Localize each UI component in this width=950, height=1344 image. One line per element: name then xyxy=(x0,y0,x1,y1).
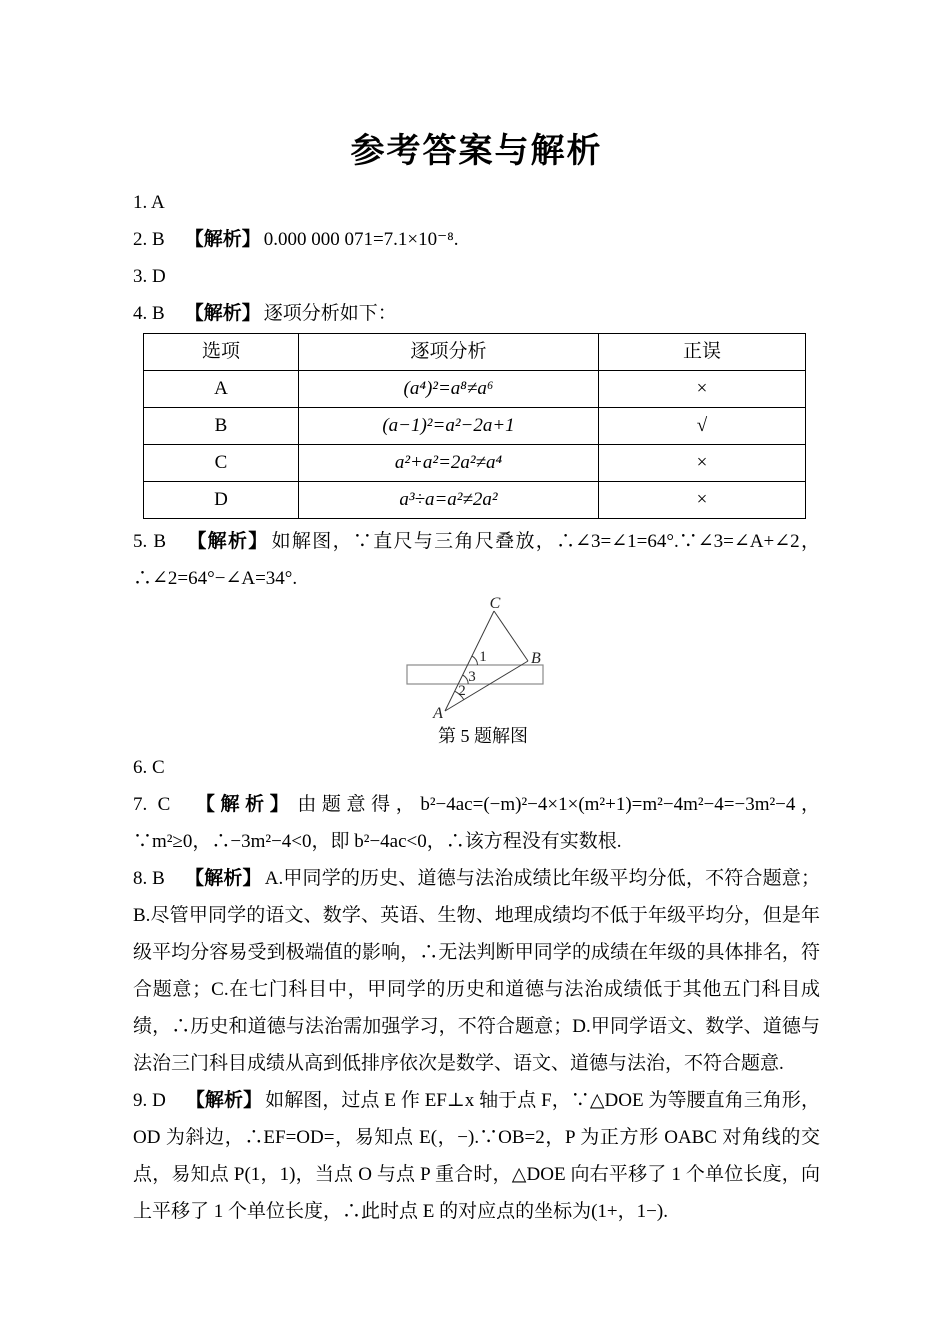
table-row-b xyxy=(144,408,806,445)
table-cell-analysis: a³÷a=a²≠2a² xyxy=(299,482,599,519)
analysis-tag: 【解析】 xyxy=(184,303,261,324)
analysis-tag: 【解析】 xyxy=(186,531,269,552)
problem5-figure xyxy=(400,597,566,723)
table-cell-analysis: (a⁴)²=a⁸≠a⁶ xyxy=(299,371,599,408)
table-cell-verdict: × xyxy=(599,371,806,408)
answer-text: 0.000 000 071=7.1×10⁻⁸. xyxy=(263,229,459,250)
analysis-table xyxy=(143,333,806,519)
answer-number: 7. C xyxy=(133,794,171,815)
answer-item-6 xyxy=(133,749,820,786)
table-row-a xyxy=(144,371,806,408)
answer-item-3 xyxy=(133,258,820,295)
analysis-tag: 【解析】 xyxy=(190,794,295,815)
vertex-label-c: C xyxy=(489,597,501,612)
answer-number: 5. B xyxy=(133,531,166,552)
analysis-tag: 【解析】 xyxy=(184,229,261,250)
table-cell-verdict: √ xyxy=(599,408,806,445)
angle-label-2: 2 xyxy=(458,683,466,699)
table-header-analysis: 逐项分析 xyxy=(299,334,599,371)
angle-label-3: 3 xyxy=(468,669,476,685)
table-header-option: 选项 xyxy=(144,334,299,371)
table-cell-verdict: × xyxy=(599,482,806,519)
answer-number: 2. B xyxy=(133,229,165,250)
table-row-d xyxy=(144,482,806,519)
answer-number: 1. A xyxy=(133,192,165,213)
analysis-tag: 【解析】 xyxy=(184,868,262,889)
table-header-row xyxy=(144,334,806,371)
answer-text: 如解图，∵直尺与三角尺叠放，∴∠3=∠1=64°.∵∠3=∠A+∠2，∴∠2=64°−∠A=34°. xyxy=(133,531,820,589)
angle-label-1: 1 xyxy=(479,649,487,665)
line-cb xyxy=(494,611,528,661)
answer-text: 如解图，过点 E 作 EF⊥x 轴于点 F，∵△DOE 为等腰直角三角形，OD 为斜边，∴EF=OD=，易知点 E(，−).∵OB=2，P 为正方形 OABC 对角线的交点，易知点 P(1，1)，当点 O 与点 P 重合时，△DOE 向右平移了 1 个单位长度，向上平移了 1 个单位长度，∴此时点 E 的对应点的坐标为(1+，1−). xyxy=(133,1090,820,1222)
table-header-verdict: 正误 xyxy=(599,334,806,371)
answer-item-9 xyxy=(133,1082,820,1230)
table-cell-analysis: (a−1)²=a²−2a+1 xyxy=(299,408,599,445)
table-row-c xyxy=(144,445,806,482)
answer-number: 4. B xyxy=(133,303,165,324)
answer-number: 6. C xyxy=(133,757,165,778)
problem5-figure-block xyxy=(400,597,566,749)
answer-item-8 xyxy=(133,860,820,1082)
table-cell-verdict: × xyxy=(599,445,806,482)
vertex-label-b: B xyxy=(531,650,541,667)
table-cell-option: B xyxy=(144,408,299,445)
answer-text: 由题意得，b²−4ac=(−m)²−4×1×(m²+1)=m²−4m²−4=−3m²−4，∵m²≥0，∴−3m²−4<0，即 b²−4ac<0，∴该方程没有实数根. xyxy=(133,794,820,852)
answer-item-7 xyxy=(133,786,820,860)
answer-item-1 xyxy=(133,184,820,221)
answer-text: A.甲同学的历史、道德与法治成绩比年级平均分低，不符合题意；B.尽管甲同学的语文、数学、英语、生物、地理成绩均不低于年级平均分，但是年级平均分容易受到极端值的影响，∴无法判断甲同学的成绩在年级的具体排名，符合题意；C.在七门科目中，甲同学的历史和道德与法治成绩低于其他五门科目成绩，∴历史和道德与法治需加强学习，不符合题意；D.甲同学语文、数学、道德与法治三门科目成绩从高到低排序依次是数学、语文、道德与法治，不符合题意. xyxy=(133,868,820,1074)
table-cell-option: D xyxy=(144,482,299,519)
table-cell-option: C xyxy=(144,445,299,482)
table-cell-option: A xyxy=(144,371,299,408)
page-title: 参考答案与解析 xyxy=(350,132,603,170)
answer-item-2 xyxy=(133,221,820,258)
analysis-tag: 【解析】 xyxy=(185,1090,263,1111)
figure-caption: 第 5 题解图 xyxy=(438,726,528,746)
angle1-arc xyxy=(472,656,478,665)
answer-text: 逐项分析如下： xyxy=(263,303,397,324)
vertex-label-a: A xyxy=(433,705,443,722)
answer-number: 8. B xyxy=(133,868,165,889)
table-cell-analysis: a²+a²=2a²≠a⁴ xyxy=(299,445,599,482)
answer-number: 3. D xyxy=(133,266,166,287)
answer-number: 9. D xyxy=(133,1090,166,1111)
answer-item-5 xyxy=(133,523,820,597)
answer-item-4 xyxy=(133,295,820,332)
